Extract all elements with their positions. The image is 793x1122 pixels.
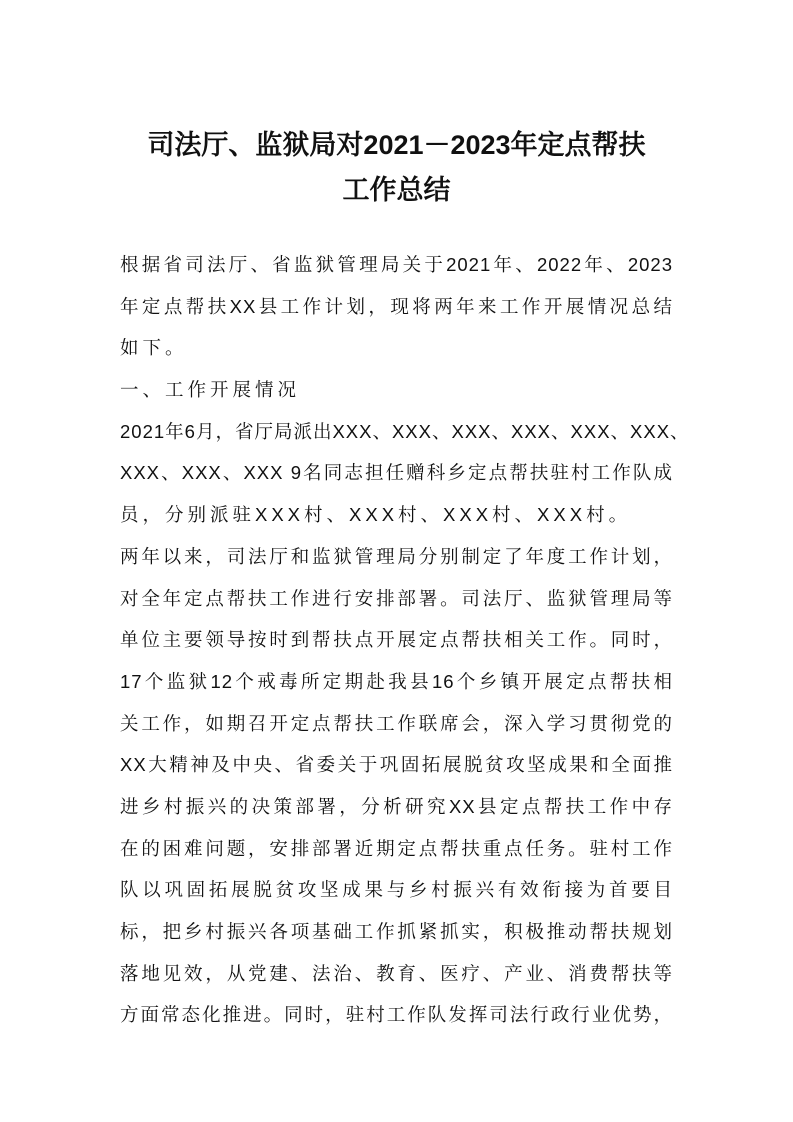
body-text-line: 两年以来，司法厅和监狱管理局分别制定了年度工作计划， bbox=[120, 545, 673, 567]
body-text-line: 一、工作开展情况 bbox=[120, 379, 301, 401]
body-text-line: 年定点帮扶XX县工作计划，现将两年来工作开展情况总结 bbox=[120, 295, 673, 317]
body-text-line: 如下。 bbox=[120, 337, 188, 359]
body-text-line: 17个监狱12个戒毒所定期赴我县16个乡镇开展定点帮扶相 bbox=[120, 670, 673, 692]
body-text-line: 在的困难问题，安排部署近期定点帮扶重点任务。驻村工作 bbox=[120, 837, 673, 859]
document-title-line-1: 司法厅、监狱局对2021－2023年定点帮扶 bbox=[147, 130, 646, 160]
body-text-line: 关工作，如期召开定点帮扶工作联席会，深入学习贯彻党的 bbox=[120, 712, 673, 734]
body-text-line: 队以巩固拓展脱贫攻坚成果与乡村振兴有效衔接为首要目 bbox=[120, 879, 673, 901]
body-text-line: 对全年定点帮扶工作进行安排部署。司法厅、监狱管理局等 bbox=[120, 587, 673, 609]
body-text-line: 单位主要领导按时到帮扶点开展定点帮扶相关工作。同时， bbox=[120, 629, 673, 651]
body-text-line: 标，把乡村振兴各项基础工作抓紧抓实，积极推动帮扶规划 bbox=[120, 921, 673, 942]
body-text-line: 员，分别派驻XXX村、XXX村、XXX村、XXX村。 bbox=[120, 504, 632, 526]
body-text-line: 2021年6月，省厅局派出XXX、XXX、XXX、XXX、XXX、XXX、 bbox=[120, 420, 690, 442]
body-text-line: XX大精神及中央、省委关于巩固拓展脱贫攻坚成果和全面推 bbox=[120, 754, 673, 776]
document-title-line-2: 工作总结 bbox=[342, 175, 451, 205]
body-text-line: 落地见效，从党建、法治、教育、医疗、产业、消费帮扶等 bbox=[120, 962, 673, 984]
document-body bbox=[120, 250, 690, 1042]
body-text-line: 方面常态化推进。同时，驻村工作队发挥司法行政行业优势， bbox=[120, 1004, 673, 1026]
body-text-line: XXX、XXX、XXX 9名同志担任赠科乡定点帮扶驻村工作队成 bbox=[120, 462, 673, 484]
body-text-line: 进乡村振兴的决策部署，分析研究XX县定点帮扶工作中存 bbox=[120, 795, 673, 817]
body-text-line: 根据省司法厅、省监狱管理局关于2021年、2022年、2023 bbox=[120, 254, 673, 275]
